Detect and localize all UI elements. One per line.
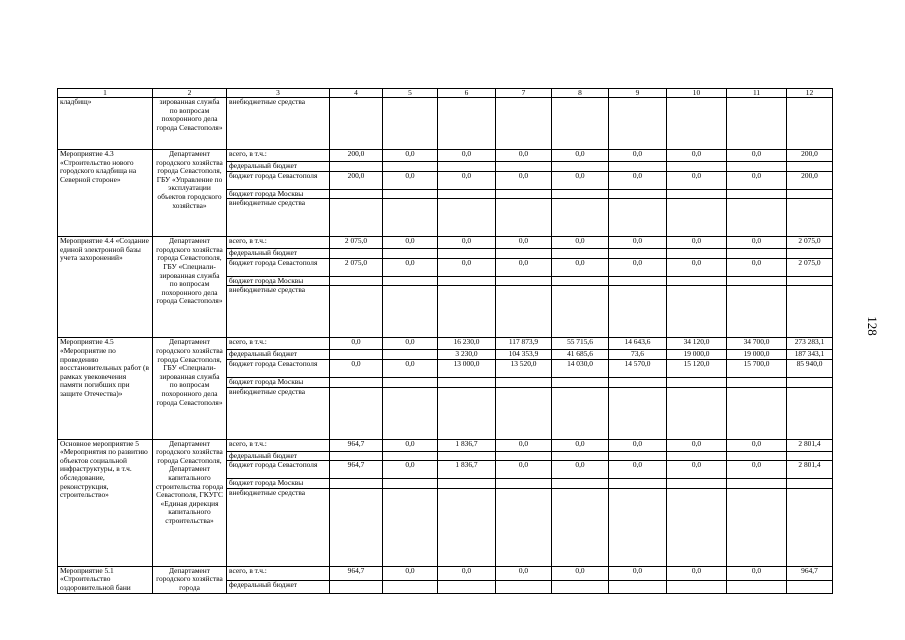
funding-source-cell: внебюджетные средства <box>227 488 330 566</box>
value-cell: 0,0 <box>667 566 727 581</box>
value-cell <box>609 98 667 150</box>
funding-source-cell: всего, в т.ч.: <box>227 338 330 350</box>
table-row <box>58 237 833 249</box>
value-cell: 2 075,0 <box>787 258 833 276</box>
value-cell <box>496 286 552 338</box>
value-cell <box>330 286 383 338</box>
funding-source-cell: внебюджетные средства <box>227 387 330 439</box>
value-cell <box>609 479 667 489</box>
value-cell <box>383 451 438 461</box>
measure-name-cell: кладбищ» <box>58 98 153 150</box>
value-cell: 0,0 <box>330 338 383 350</box>
value-cell <box>438 377 496 387</box>
value-cell: 0,0 <box>496 566 552 581</box>
value-cell: 0,0 <box>727 150 787 162</box>
value-cell <box>667 488 727 566</box>
value-cell: 273 283,1 <box>787 338 833 350</box>
value-cell <box>496 162 552 172</box>
value-cell <box>496 276 552 286</box>
header-cell: 4 <box>330 89 383 98</box>
value-cell <box>727 249 787 259</box>
value-cell: 0,0 <box>438 566 496 581</box>
value-cell <box>609 162 667 172</box>
value-cell: 0,0 <box>383 171 438 189</box>
value-cell <box>667 199 727 237</box>
funding-source-cell: бюджет города Севастополя <box>227 359 330 377</box>
funding-source-cell: бюджет города Севастополя <box>227 171 330 189</box>
value-cell <box>330 377 383 387</box>
value-cell <box>383 350 438 360</box>
value-cell <box>496 98 552 150</box>
value-cell <box>727 189 787 199</box>
value-cell: 0,0 <box>383 237 438 249</box>
value-cell: 2 075,0 <box>787 237 833 249</box>
value-cell <box>787 249 833 259</box>
value-cell <box>667 387 727 439</box>
header-cell: 6 <box>438 89 496 98</box>
value-cell: 0,0 <box>383 461 438 479</box>
funding-source-cell: бюджет города Москвы <box>227 276 330 286</box>
value-cell: 16 230,0 <box>438 338 496 350</box>
funding-source-cell: всего, в т.ч.: <box>227 566 330 581</box>
value-cell: 0,0 <box>496 439 552 451</box>
value-cell <box>787 98 833 150</box>
value-cell: 0,0 <box>552 237 609 249</box>
value-cell: 34 120,0 <box>667 338 727 350</box>
value-cell: 2 075,0 <box>330 258 383 276</box>
value-cell <box>330 189 383 199</box>
measure-name-cell: Основное мероприятие 5 «Мероприятия по развитию объектов социальной инфраструктуры, в т.ч. обследование, реконструкция, строительство» <box>58 439 153 566</box>
value-cell: 0,0 <box>438 171 496 189</box>
value-cell <box>727 276 787 286</box>
value-cell: 19 000,0 <box>727 350 787 360</box>
value-cell: 964,7 <box>330 566 383 581</box>
value-cell <box>667 581 727 593</box>
value-cell: 15 700,0 <box>727 359 787 377</box>
value-cell: 0,0 <box>552 566 609 581</box>
value-cell: 0,0 <box>496 237 552 249</box>
value-cell <box>438 249 496 259</box>
value-cell <box>667 162 727 172</box>
value-cell: 0,0 <box>496 258 552 276</box>
value-cell <box>330 162 383 172</box>
value-cell: 1 836,7 <box>438 461 496 479</box>
value-cell <box>609 249 667 259</box>
value-cell <box>496 581 552 593</box>
value-cell: 0,0 <box>667 150 727 162</box>
budget-table <box>57 88 833 594</box>
value-cell <box>496 199 552 237</box>
value-cell: 41 685,6 <box>552 350 609 360</box>
value-cell: 0,0 <box>438 150 496 162</box>
value-cell: 0,0 <box>727 258 787 276</box>
funding-source-cell: бюджет города Севастополя <box>227 258 330 276</box>
header-cell: 9 <box>609 89 667 98</box>
value-cell <box>609 276 667 286</box>
value-cell: 0,0 <box>438 258 496 276</box>
value-cell <box>727 451 787 461</box>
value-cell <box>330 488 383 566</box>
value-cell: 55 715,6 <box>552 338 609 350</box>
value-cell: 200,0 <box>330 171 383 189</box>
funding-source-cell: бюджет города Москвы <box>227 479 330 489</box>
executor-cell: Департамент городского хозяйства города Севастополя, ГБУ «Специали-зированная служба по вопросам похоронного дела города Севастополя» <box>153 237 227 338</box>
value-cell: 0,0 <box>496 461 552 479</box>
value-cell: 0,0 <box>727 237 787 249</box>
value-cell <box>552 162 609 172</box>
table-row <box>58 98 833 150</box>
value-cell <box>609 488 667 566</box>
value-cell <box>727 286 787 338</box>
value-cell: 0,0 <box>667 237 727 249</box>
value-cell <box>552 286 609 338</box>
value-cell <box>496 387 552 439</box>
value-cell <box>609 387 667 439</box>
value-cell <box>383 479 438 489</box>
header-cell: 3 <box>227 89 330 98</box>
funding-source-cell: всего, в т.ч.: <box>227 439 330 451</box>
value-cell: 0,0 <box>552 150 609 162</box>
value-cell: 0,0 <box>609 171 667 189</box>
value-cell: 104 353,9 <box>496 350 552 360</box>
value-cell <box>727 98 787 150</box>
funding-source-cell: бюджет города Севастополя <box>227 461 330 479</box>
value-cell: 3 230,0 <box>438 350 496 360</box>
value-cell <box>330 98 383 150</box>
value-cell: 200,0 <box>330 150 383 162</box>
executor-cell: Департамент городского хозяйства города Севастополя, ГБУ «Специали-зированная служба по вопросам похоронного дела города Севастополя» <box>153 338 227 439</box>
funding-source-cell: всего, в т.ч.: <box>227 237 330 249</box>
value-cell <box>787 286 833 338</box>
value-cell: 2 801,4 <box>787 461 833 479</box>
value-cell <box>330 276 383 286</box>
value-cell: 0,0 <box>552 461 609 479</box>
value-cell <box>438 581 496 593</box>
value-cell: 2 801,4 <box>787 439 833 451</box>
funding-source-cell: всего, в т.ч.: <box>227 150 330 162</box>
value-cell: 964,7 <box>330 439 383 451</box>
value-cell: 0,0 <box>727 439 787 451</box>
value-cell <box>438 162 496 172</box>
value-cell <box>438 199 496 237</box>
funding-source-cell: федеральный бюджет <box>227 162 330 172</box>
table-body <box>58 89 833 594</box>
value-cell <box>667 276 727 286</box>
value-cell <box>667 286 727 338</box>
value-cell: 2 075,0 <box>330 237 383 249</box>
header-cell: 12 <box>787 89 833 98</box>
value-cell <box>496 451 552 461</box>
value-cell: 0,0 <box>383 258 438 276</box>
value-cell: 200,0 <box>787 171 833 189</box>
value-cell <box>727 581 787 593</box>
value-cell <box>552 98 609 150</box>
value-cell: 964,7 <box>787 566 833 581</box>
value-cell <box>383 581 438 593</box>
value-cell <box>787 189 833 199</box>
value-cell: 0,0 <box>383 150 438 162</box>
value-cell <box>667 189 727 199</box>
value-cell <box>667 479 727 489</box>
value-cell <box>330 451 383 461</box>
value-cell: 34 700,0 <box>727 338 787 350</box>
value-cell: 0,0 <box>727 461 787 479</box>
value-cell <box>383 162 438 172</box>
header-cell: 1 <box>58 89 153 98</box>
value-cell <box>330 581 383 593</box>
value-cell: 19 000,0 <box>667 350 727 360</box>
value-cell: 187 343,1 <box>787 350 833 360</box>
header-cell: 11 <box>727 89 787 98</box>
value-cell: 0,0 <box>667 439 727 451</box>
value-cell <box>552 451 609 461</box>
executor-cell: Департамент городского хозяйства города Севастополя, ГБУ «Управление по эксплуатации объектов городского хозяйства» <box>153 150 227 237</box>
value-cell: 0,0 <box>552 258 609 276</box>
value-cell <box>787 162 833 172</box>
value-cell: 0,0 <box>609 439 667 451</box>
value-cell: 964,7 <box>330 461 383 479</box>
value-cell <box>383 98 438 150</box>
funding-source-cell: бюджет города Москвы <box>227 189 330 199</box>
header-cell: 2 <box>153 89 227 98</box>
page-number: 128 <box>864 316 880 336</box>
value-cell <box>552 488 609 566</box>
table-row <box>58 338 833 350</box>
value-cell: 1 836,7 <box>438 439 496 451</box>
value-cell <box>438 387 496 439</box>
value-cell: 0,0 <box>383 359 438 377</box>
executor-cell: Департамент городского хозяйства города <box>153 566 227 593</box>
value-cell <box>383 189 438 199</box>
value-cell <box>438 189 496 199</box>
value-cell: 117 873,9 <box>496 338 552 350</box>
value-cell: 0,0 <box>552 171 609 189</box>
value-cell <box>496 189 552 199</box>
value-cell: 13 520,0 <box>496 359 552 377</box>
measure-name-cell: Мероприятие 4.3 «Строительство нового городского кладбища на Северной стороне» <box>58 150 153 237</box>
value-cell <box>383 377 438 387</box>
value-cell: 0,0 <box>383 338 438 350</box>
value-cell: 0,0 <box>609 150 667 162</box>
value-cell <box>787 488 833 566</box>
value-cell: 85 940,0 <box>787 359 833 377</box>
value-cell: 73,6 <box>609 350 667 360</box>
value-cell <box>787 377 833 387</box>
value-cell: 0,0 <box>330 359 383 377</box>
value-cell <box>552 479 609 489</box>
value-cell <box>330 199 383 237</box>
value-cell <box>609 377 667 387</box>
value-cell <box>667 98 727 150</box>
value-cell: 14 570,0 <box>609 359 667 377</box>
value-cell <box>727 162 787 172</box>
value-cell: 15 120,0 <box>667 359 727 377</box>
value-cell <box>787 387 833 439</box>
value-cell <box>496 479 552 489</box>
value-cell <box>438 286 496 338</box>
table-row <box>58 439 833 451</box>
measure-name-cell: Мероприятие 4.5 «Мероприятие по проведению восстановительных работ (в рамках увековечения памяти погибших при защите Отечества)» <box>58 338 153 439</box>
value-cell <box>667 451 727 461</box>
value-cell <box>609 581 667 593</box>
value-cell <box>727 479 787 489</box>
value-cell <box>552 276 609 286</box>
value-cell <box>496 488 552 566</box>
value-cell: 0,0 <box>667 171 727 189</box>
value-cell: 14 030,0 <box>552 359 609 377</box>
header-row <box>58 89 833 98</box>
value-cell <box>667 377 727 387</box>
value-cell <box>383 199 438 237</box>
value-cell <box>787 199 833 237</box>
value-cell <box>330 387 383 439</box>
executor-cell: Департамент городского хозяйства города Севастополя, Департамент капитального строительства города Севастополя, ГКУГС «Единая дирекция капитального строительства» <box>153 439 227 566</box>
value-cell <box>727 387 787 439</box>
value-cell: 0,0 <box>609 258 667 276</box>
value-cell <box>787 276 833 286</box>
value-cell <box>496 377 552 387</box>
funding-source-cell: внебюджетные средства <box>227 98 330 150</box>
value-cell <box>330 249 383 259</box>
value-cell: 0,0 <box>727 171 787 189</box>
value-cell <box>727 199 787 237</box>
value-cell: 0,0 <box>438 237 496 249</box>
header-cell: 10 <box>667 89 727 98</box>
value-cell <box>667 249 727 259</box>
value-cell: 0,0 <box>552 439 609 451</box>
value-cell <box>438 488 496 566</box>
measure-name-cell: Мероприятие 4.4 «Создание единой электронной базы учета захоронений» <box>58 237 153 338</box>
value-cell: 0,0 <box>727 566 787 581</box>
header-cell: 5 <box>383 89 438 98</box>
value-cell: 0,0 <box>383 439 438 451</box>
funding-source-cell: федеральный бюджет <box>227 581 330 593</box>
value-cell: 0,0 <box>496 171 552 189</box>
value-cell <box>552 249 609 259</box>
value-cell: 13 000,0 <box>438 359 496 377</box>
value-cell: 0,0 <box>667 258 727 276</box>
value-cell: 0,0 <box>609 461 667 479</box>
table-row <box>58 150 833 162</box>
header-cell: 8 <box>552 89 609 98</box>
value-cell <box>383 488 438 566</box>
value-cell <box>438 276 496 286</box>
funding-source-cell: федеральный бюджет <box>227 249 330 259</box>
table-row <box>58 566 833 581</box>
value-cell <box>787 581 833 593</box>
executor-cell: зированная служба по вопросам похоронного дела города Севастополя» <box>153 98 227 150</box>
value-cell <box>787 451 833 461</box>
value-cell <box>552 581 609 593</box>
value-cell <box>496 249 552 259</box>
value-cell: 0,0 <box>609 566 667 581</box>
value-cell <box>438 98 496 150</box>
value-cell <box>609 189 667 199</box>
value-cell <box>609 286 667 338</box>
value-cell <box>609 451 667 461</box>
value-cell <box>727 488 787 566</box>
value-cell: 0,0 <box>496 150 552 162</box>
value-cell <box>609 199 667 237</box>
measure-name-cell: Мероприятие 5.1 «Строительство оздоровительной бани <box>58 566 153 593</box>
funding-source-cell: федеральный бюджет <box>227 451 330 461</box>
value-cell <box>383 276 438 286</box>
value-cell <box>438 479 496 489</box>
value-cell <box>552 189 609 199</box>
value-cell <box>383 249 438 259</box>
value-cell <box>552 377 609 387</box>
value-cell: 0,0 <box>383 566 438 581</box>
funding-source-cell: внебюджетные средства <box>227 286 330 338</box>
value-cell <box>552 387 609 439</box>
funding-source-cell: бюджет города Москвы <box>227 377 330 387</box>
value-cell: 0,0 <box>609 237 667 249</box>
funding-source-cell: внебюджетные средства <box>227 199 330 237</box>
value-cell <box>383 286 438 338</box>
value-cell <box>383 387 438 439</box>
value-cell <box>330 479 383 489</box>
value-cell <box>552 199 609 237</box>
value-cell <box>330 350 383 360</box>
value-cell: 200,0 <box>787 150 833 162</box>
header-cell: 7 <box>496 89 552 98</box>
funding-source-cell: федеральный бюджет <box>227 350 330 360</box>
value-cell <box>438 451 496 461</box>
value-cell: 14 643,6 <box>609 338 667 350</box>
value-cell <box>787 479 833 489</box>
value-cell: 0,0 <box>667 461 727 479</box>
value-cell <box>727 377 787 387</box>
